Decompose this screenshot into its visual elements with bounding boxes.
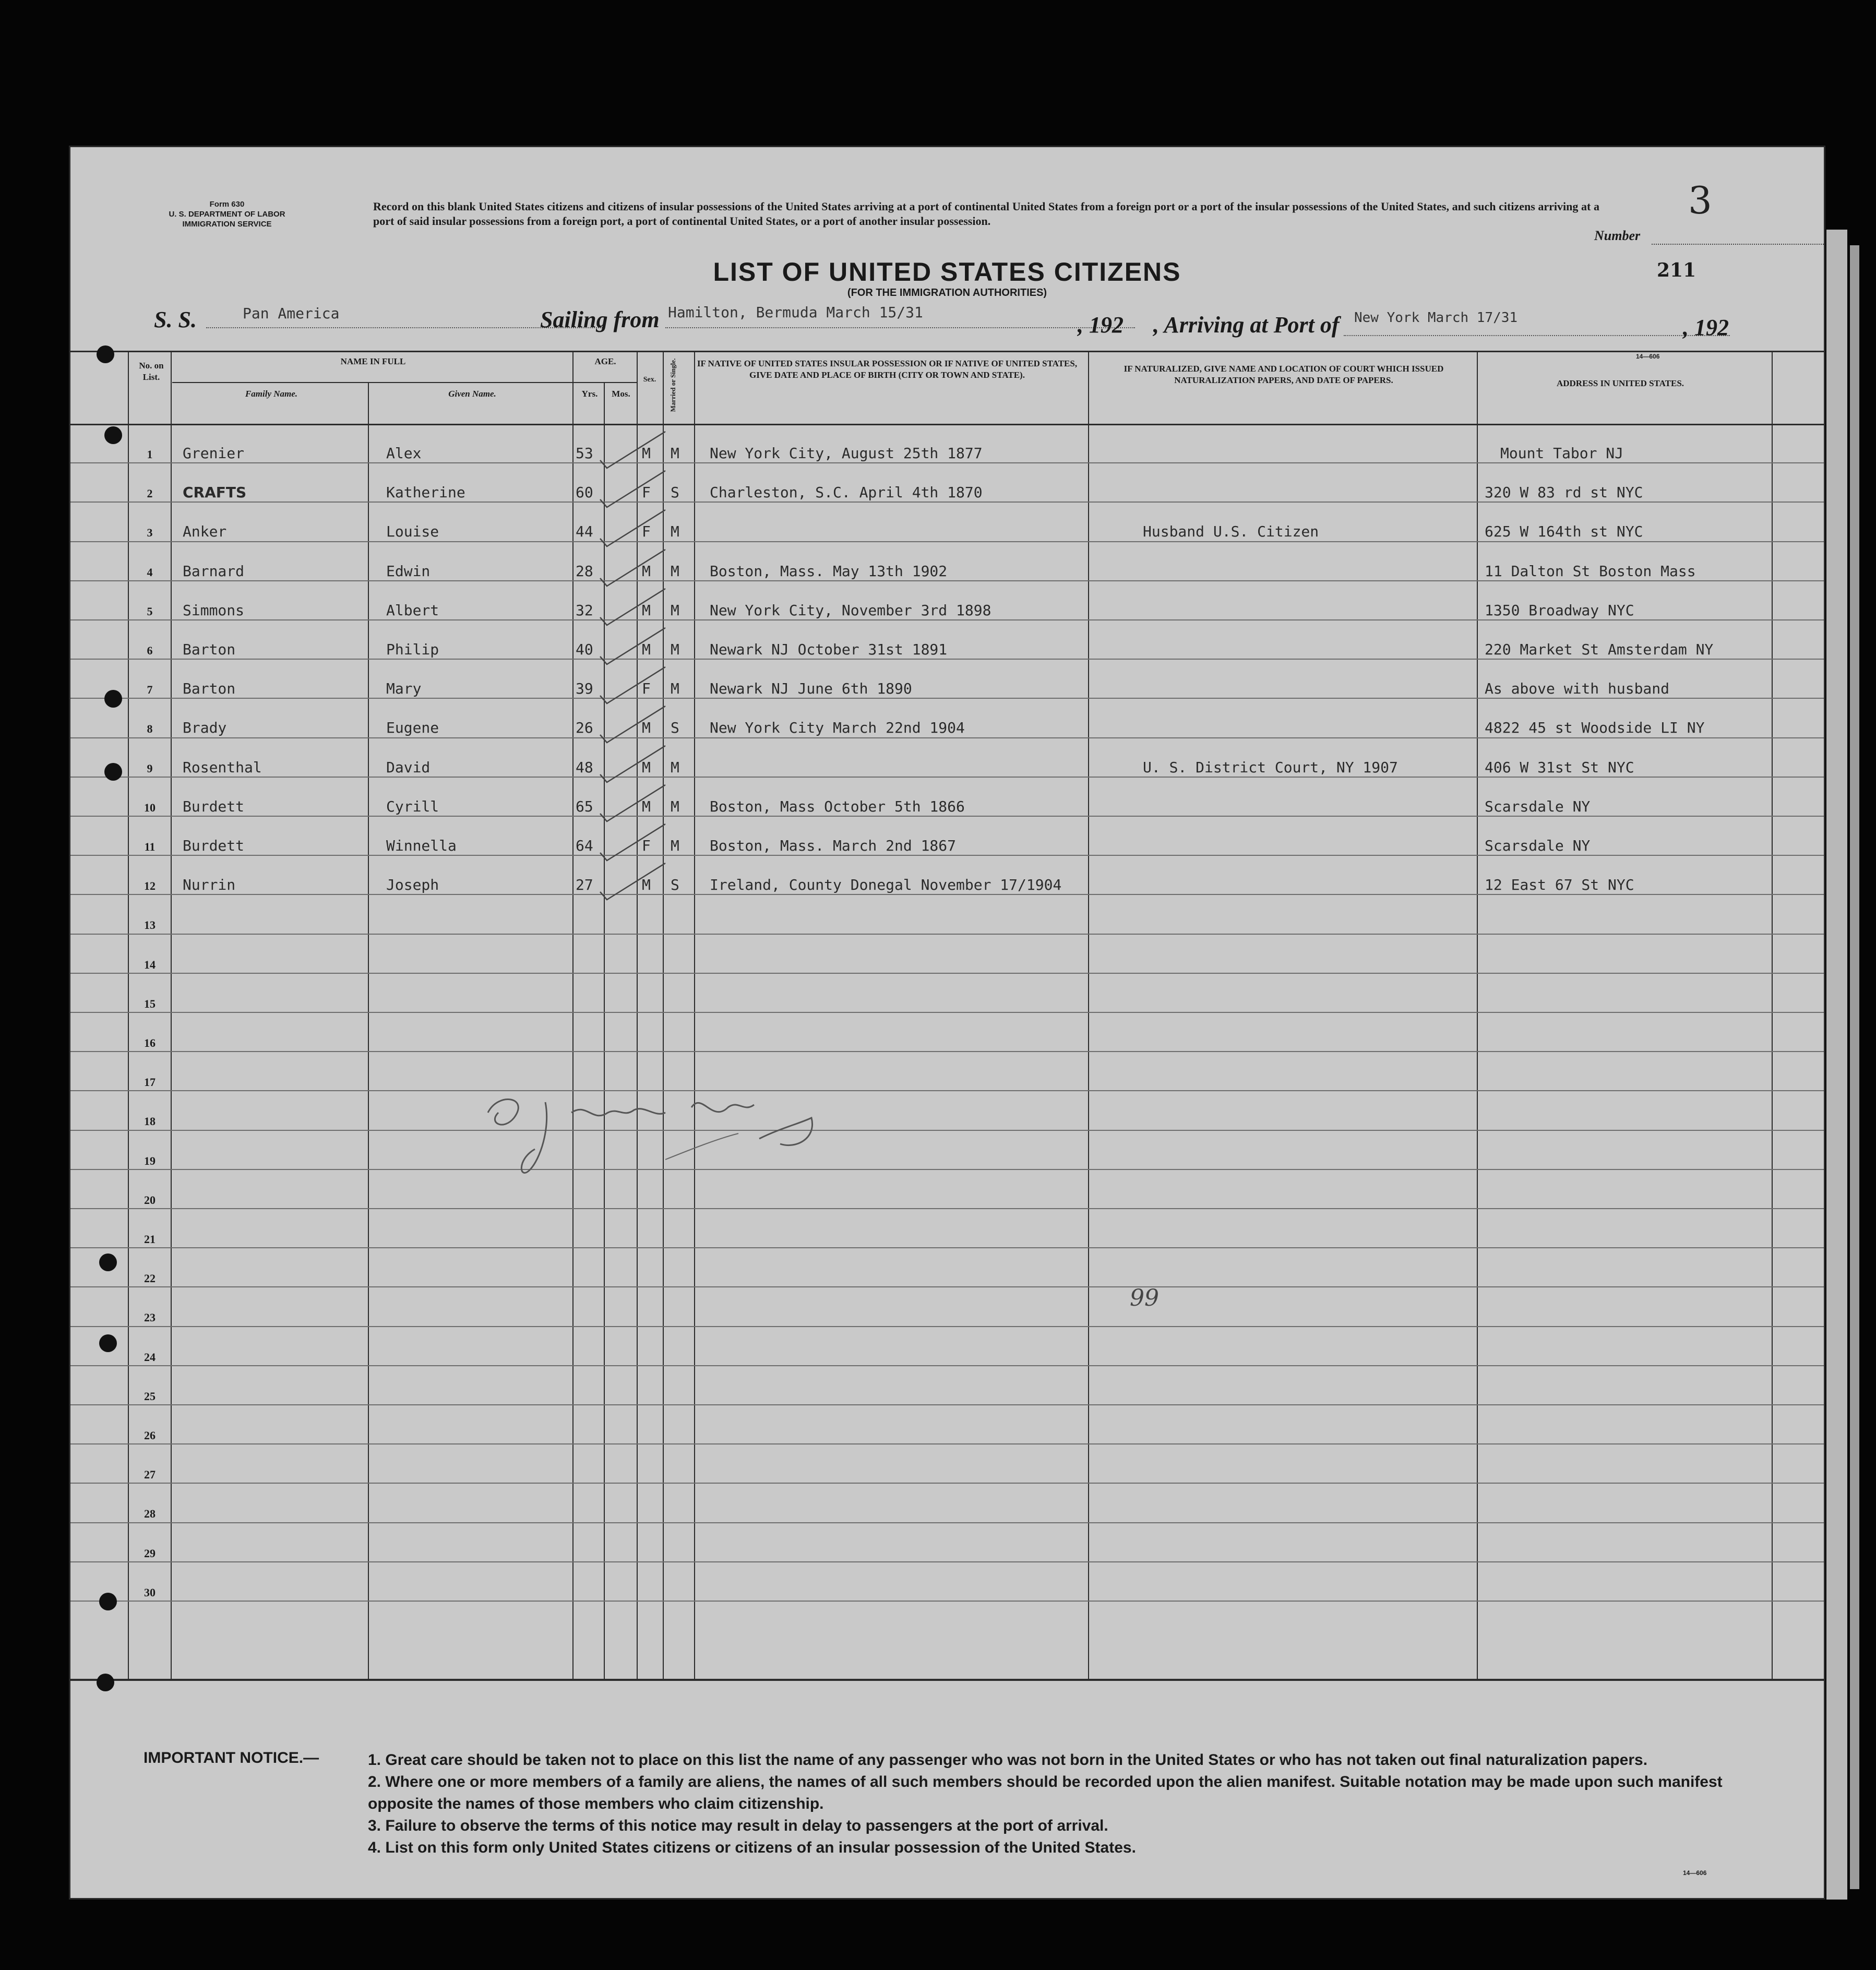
column-divider — [1477, 351, 1478, 1679]
sex-cell: M — [642, 601, 651, 619]
row-number: 14 — [144, 958, 156, 971]
birth-place-date-cell: Newark NJ June 6th 1890 — [710, 680, 912, 698]
marital-status-cell: S — [671, 876, 679, 894]
header-bottom-border — [70, 424, 1824, 425]
row-rule — [70, 1130, 1824, 1131]
age-years-cell: 28 — [576, 562, 593, 580]
column-divider — [572, 351, 573, 1679]
notice-item-3: 3. Failure to observe the terms of this notice may result in delay to passengers at the port of arrival. — [368, 1817, 1108, 1834]
column-divider — [1772, 351, 1773, 1679]
family-name-cell: Burdett — [183, 837, 245, 854]
marital-status-cell: M — [671, 797, 679, 815]
given-name-cell: Joseph — [386, 876, 439, 894]
birth-place-date-cell: Ireland, County Donegal November 17/1904 — [710, 876, 1062, 894]
punch-hole — [99, 1253, 117, 1271]
given-name-cell: Katherine — [386, 484, 465, 502]
marital-status-cell: M — [671, 562, 679, 580]
address-cell: 625 W 164th st NYC — [1485, 523, 1643, 541]
age-years-cell: 39 — [576, 680, 593, 698]
marital-status-cell: M — [671, 445, 679, 462]
ss-label: S. S. — [154, 307, 197, 332]
family-name-cell: Simmons — [183, 601, 245, 619]
row-number: 26 — [144, 1429, 156, 1442]
row-rule — [70, 698, 1824, 699]
sex-cell: M — [642, 445, 651, 462]
sailing-line — [665, 327, 1135, 328]
birth-place-date-cell: Boston, Mass October 5th 1866 — [710, 797, 965, 815]
page-subtitle: (FOR THE IMMIGRATION AUTHORITIES) — [847, 287, 1047, 299]
birth-place-date-cell: Newark NJ October 31st 1891 — [710, 641, 948, 658]
marital-status-cell: S — [671, 484, 679, 502]
age-years-cell: 44 — [576, 523, 593, 541]
row-number: 29 — [144, 1546, 156, 1560]
address-cell: Scarsdale NY — [1485, 797, 1591, 815]
punch-hole — [104, 763, 122, 781]
row-number: 30 — [144, 1585, 156, 1599]
address-cell: 320 W 83 rd st NYC — [1485, 484, 1643, 502]
row-rule — [70, 541, 1824, 542]
row-number: 28 — [144, 1507, 156, 1521]
row-rule — [70, 1522, 1824, 1523]
row-rule — [70, 619, 1824, 620]
row-rule — [70, 855, 1824, 856]
given-name-cell: Eugene — [386, 719, 439, 737]
birth-place-date-cell: Boston, Mass. March 2nd 1867 — [710, 837, 957, 854]
given-name-cell: Cyrill — [386, 797, 439, 815]
row-number: 24 — [144, 1350, 156, 1364]
given-name-cell: Alex — [386, 445, 422, 462]
row-number: 16 — [144, 1036, 156, 1049]
row-number: 18 — [144, 1115, 156, 1128]
marital-status-cell: M — [671, 641, 679, 658]
margin-number: 99 — [1130, 1285, 1159, 1311]
row-rule — [70, 894, 1824, 895]
row-number: 15 — [144, 997, 156, 1010]
column-divider — [694, 351, 695, 1679]
age-years-cell: 40 — [576, 641, 593, 658]
row-rule — [70, 1561, 1824, 1562]
table-top-border — [70, 351, 1824, 352]
row-number: 9 — [147, 761, 153, 775]
arriving-port: New York March 17/31 — [1354, 310, 1518, 326]
ship-name: Pan America — [243, 305, 340, 322]
family-name-cell: Nurrin — [183, 876, 236, 894]
row-rule — [70, 1443, 1824, 1444]
given-name-cell: Edwin — [386, 562, 431, 580]
row-number: 21 — [144, 1233, 156, 1246]
form-code-bottom: 14—606 — [1683, 1869, 1707, 1877]
row-number: 17 — [144, 1076, 156, 1089]
sex-cell: F — [642, 837, 651, 854]
row-rule — [70, 1326, 1824, 1327]
col-header-no: No. on List. — [139, 361, 164, 382]
col-header-naturalized: IF NATURALIZED, GIVE NAME AND LOCATION OF COURT WHICH ISSUED NATURALIZATION PAPERS, AND DATE OF PAPERS. — [1124, 364, 1444, 385]
family-name-cell: Rosenthal — [183, 758, 262, 776]
family-name-cell: Anker — [183, 523, 227, 541]
marital-status-cell: M — [671, 680, 679, 698]
age-years-cell: 48 — [576, 758, 593, 776]
row-rule — [70, 1051, 1824, 1052]
family-name-cell: Brady — [183, 719, 227, 737]
row-rule — [70, 462, 1824, 463]
form-number: Form 630 — [209, 200, 245, 209]
row-number: 27 — [144, 1468, 156, 1482]
sex-cell: M — [642, 797, 651, 815]
column-divider — [128, 351, 129, 1679]
check-mark-icon — [598, 861, 671, 908]
row-rule — [70, 1090, 1824, 1091]
punch-hole — [97, 345, 114, 363]
row-rule — [70, 1012, 1824, 1013]
row-rule — [70, 1208, 1824, 1209]
sex-cell: F — [642, 523, 651, 541]
col-header-name-in-full: NAME IN FULL — [340, 356, 406, 366]
address-cell: Mount Tabor NJ — [1500, 445, 1624, 462]
notice-heading: IMPORTANT NOTICE.— — [144, 1749, 319, 1766]
row-rule — [70, 777, 1824, 778]
naturalization-cell: U. S. District Court, NY 1907 — [1143, 758, 1398, 776]
number-line — [1652, 244, 1824, 245]
col-header-yrs: Yrs. — [581, 389, 598, 399]
row-rule — [70, 973, 1824, 974]
row-number: 23 — [144, 1311, 156, 1324]
underlying-sheet-edge — [1850, 245, 1859, 1889]
form-code-top: 14—606 — [1636, 353, 1660, 360]
sailing-label: Sailing from — [540, 307, 660, 332]
punch-hole — [97, 1674, 114, 1691]
row-number: 19 — [144, 1154, 156, 1167]
marital-status-cell: M — [671, 601, 679, 619]
form-identifier — [133, 199, 321, 229]
row-number: 3 — [147, 526, 153, 540]
column-divider — [171, 351, 172, 1679]
birth-place-date-cell: New York City March 22nd 1904 — [710, 719, 965, 737]
sex-cell: M — [642, 562, 651, 580]
col-header-native: IF NATIVE OF UNITED STATES INSULAR POSSESSION OR IF NATIVE OF UNITED STATES, GIVE DATE AND PLACE OF BIRTH (CITY OR TOWN AND STATE). — [697, 359, 1078, 380]
important-notice — [144, 1749, 1761, 1859]
col-header-given-name: Given Name. — [448, 389, 496, 399]
punch-hole — [104, 426, 122, 444]
row-number: 12 — [144, 879, 156, 893]
year-label-2: , 192 — [1683, 315, 1729, 340]
row-rule — [70, 502, 1824, 503]
naturalization-cell: Husband U.S. Citizen — [1143, 523, 1319, 541]
row-number: 6 — [147, 644, 153, 657]
family-name-cell: Barton — [183, 680, 236, 698]
row-rule — [70, 1286, 1824, 1287]
marital-status-cell: M — [671, 523, 679, 541]
column-divider — [1088, 351, 1089, 1679]
punch-hole — [104, 690, 122, 708]
address-cell: 1350 Broadway NYC — [1485, 601, 1634, 619]
row-rule — [70, 1169, 1824, 1170]
sex-cell: M — [642, 876, 651, 894]
department-name: U. S. DEPARTMENT OF LABOR — [169, 210, 285, 219]
given-name-cell: Albert — [386, 601, 439, 619]
row-number: 11 — [144, 840, 156, 853]
notice-item-2: 2. Where one or more members of a family are aliens, the names of all such members should be recorded upon the alien manifest. Suitable notation may be made upon such manifest opposite the names of those members who claim citizenship. — [368, 1773, 1723, 1812]
address-cell: 4822 45 st Woodside LI NY — [1485, 719, 1705, 737]
sex-cell: F — [642, 680, 651, 698]
punch-hole — [99, 1593, 117, 1610]
column-divider — [368, 382, 369, 1679]
row-number: 25 — [144, 1389, 156, 1403]
sex-cell: M — [642, 641, 651, 658]
given-name-cell: Philip — [386, 641, 439, 658]
row-number: 2 — [147, 487, 153, 500]
marital-status-cell: M — [671, 758, 679, 776]
row-rule — [70, 1601, 1824, 1602]
col-header-sex: Sex. — [643, 376, 656, 384]
birth-place-date-cell: Charleston, S.C. April 4th 1870 — [710, 484, 983, 502]
address-cell: Scarsdale NY — [1485, 837, 1591, 854]
row-rule — [70, 1404, 1824, 1405]
age-years-cell: 26 — [576, 719, 593, 737]
address-cell: 11 Dalton St Boston Mass — [1485, 562, 1696, 580]
family-name-cell: Barnard — [183, 562, 245, 580]
given-name-cell: Winnella — [386, 837, 457, 854]
service-name: IMMIGRATION SERVICE — [182, 220, 272, 229]
row-rule — [70, 659, 1824, 660]
underlying-sheet-edge — [1826, 230, 1847, 1900]
col-header-family-name: Family Name. — [245, 389, 298, 399]
sex-cell: M — [642, 719, 651, 737]
sex-cell: M — [642, 758, 651, 776]
row-number: 22 — [144, 1272, 156, 1285]
row-rule — [70, 580, 1824, 581]
record-instructions: Record on this blank United States citizens and citizens of insular possessions of the United States arriving at a port of continental United States from a foreign port or a port of the insular possessions of the United States, and such citizens arriving at a port of said insular possessions from a foreign port, a port of continental United States, or a port of another insular possession. — [373, 200, 1599, 228]
row-number: 20 — [144, 1193, 156, 1207]
row-rule — [70, 1247, 1824, 1248]
birth-place-date-cell: New York City, August 25th 1877 — [710, 445, 983, 462]
given-name-cell: David — [386, 758, 431, 776]
row-rule — [70, 934, 1824, 935]
row-number: 5 — [147, 604, 153, 618]
address-cell: As above with husband — [1485, 680, 1670, 698]
col-header-address: ADDRESS IN UNITED STATES. — [1556, 378, 1684, 388]
row-number: 13 — [144, 918, 156, 932]
header-divider — [172, 382, 637, 383]
family-name-cell: Barton — [183, 641, 236, 658]
col-header-married-single: Married or Single. — [669, 358, 677, 412]
row-number: 7 — [147, 683, 153, 697]
age-years-cell: 60 — [576, 484, 593, 502]
stamp-number: 211 — [1657, 259, 1696, 281]
family-name-cell: Burdett — [183, 797, 245, 815]
age-years-cell: 27 — [576, 876, 593, 894]
year-label-1: , 192 — [1078, 312, 1124, 338]
age-years-cell: 65 — [576, 797, 593, 815]
age-years-cell: 53 — [576, 445, 593, 462]
arriving-label: , Arriving at Port of — [1153, 312, 1340, 338]
birth-place-date-cell: New York City, November 3rd 1898 — [710, 601, 991, 619]
col-header-age: AGE. — [594, 356, 616, 366]
col-header-mos: Mos. — [612, 389, 630, 399]
notice-item-1: 1. Great care should be taken not to place on this list the name of any passenger who was not born in the United States or who has not taken out final naturalization papers. — [368, 1751, 1648, 1769]
address-cell: 406 W 31st St NYC — [1485, 758, 1634, 776]
handwritten-signature — [467, 1081, 864, 1186]
address-cell: 220 Market St Amsterdam NY — [1485, 641, 1714, 658]
row-number: 10 — [144, 801, 156, 814]
notice-item-4: 4. List on this form only United States citizens or citizens of an insular possession of the United States. — [368, 1839, 1136, 1856]
row-rule — [70, 1365, 1824, 1366]
page-title: LIST OF UNITED STATES CITIZENS — [713, 257, 1181, 286]
family-name-cell: Grenier — [183, 445, 245, 462]
list-number: 3 — [1688, 178, 1712, 222]
row-number: 8 — [147, 722, 153, 736]
punch-hole — [99, 1334, 117, 1352]
row-rule — [70, 737, 1824, 738]
manifest-page — [70, 147, 1824, 1898]
number-label: Number — [1594, 228, 1641, 243]
arriving-line — [1344, 335, 1730, 336]
family-name-cell: CRAFTS — [183, 484, 247, 502]
birth-place-date-cell: Boston, Mass. May 13th 1902 — [710, 562, 948, 580]
sex-cell: F — [642, 484, 651, 502]
row-rule — [70, 1483, 1824, 1484]
given-name-cell: Mary — [386, 680, 422, 698]
age-years-cell: 32 — [576, 601, 593, 619]
table-bottom-border — [70, 1679, 1824, 1681]
row-number: 1 — [147, 448, 153, 461]
age-years-cell: 64 — [576, 837, 593, 854]
row-rule — [70, 816, 1824, 817]
row-number: 4 — [147, 565, 153, 579]
given-name-cell: Louise — [386, 523, 439, 541]
sailing-from: Hamilton, Bermuda March 15/31 — [668, 304, 923, 321]
marital-status-cell: M — [671, 837, 679, 854]
address-cell: 12 East 67 St NYC — [1485, 876, 1634, 894]
marital-status-cell: S — [671, 719, 679, 737]
